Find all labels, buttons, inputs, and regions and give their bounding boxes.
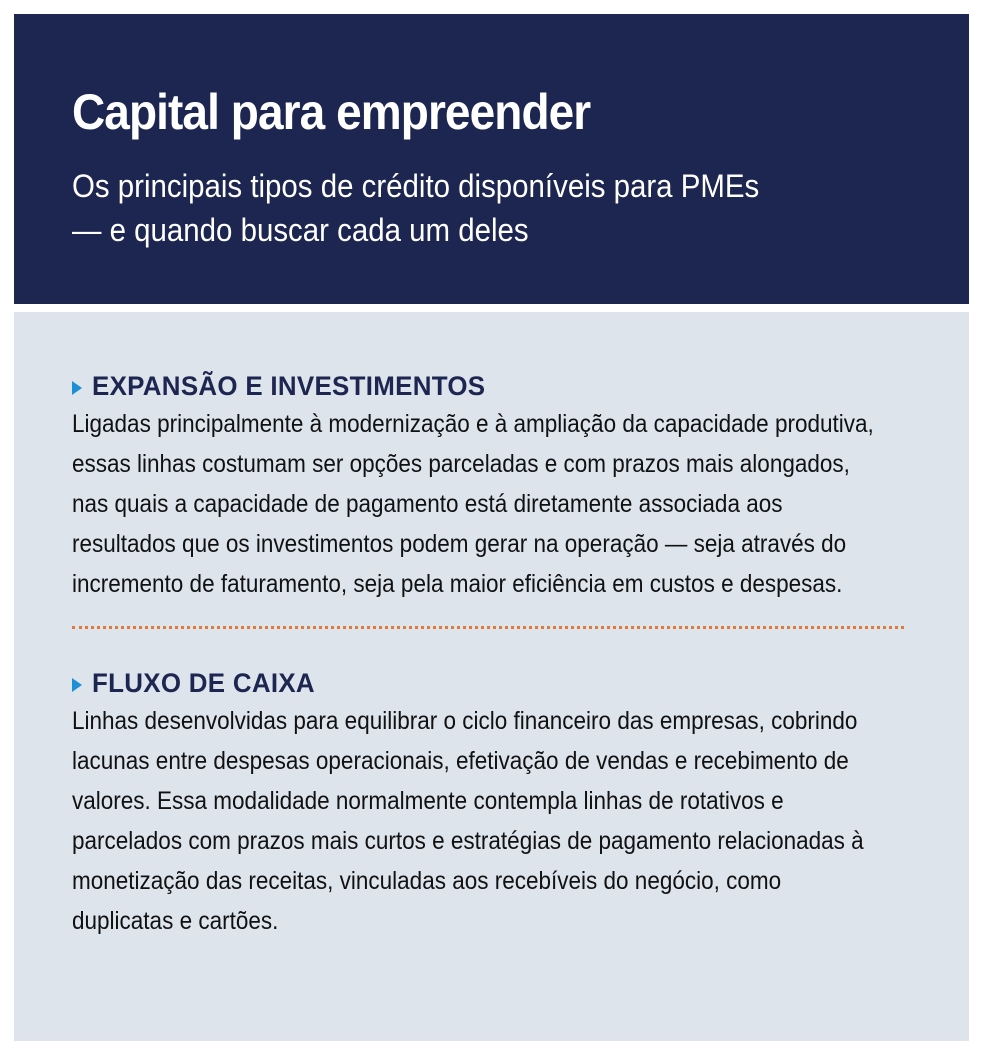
header-banner	[14, 14, 969, 304]
triangle-right-icon	[72, 678, 82, 692]
section-heading-text: EXPANSÃO E INVESTIMENTOS	[92, 370, 486, 401]
dotted-divider	[72, 626, 904, 629]
triangle-right-icon	[72, 381, 82, 395]
page-title: Capital para empreender	[72, 84, 591, 140]
section-cash-flow	[72, 665, 911, 941]
page-subtitle: Os principais tipos de crédito disponíveis para PMEs — e quando buscar cada um deles	[72, 168, 760, 248]
content-panel	[14, 312, 969, 1041]
section-heading	[72, 368, 911, 404]
section-expansion	[72, 368, 911, 604]
section-heading-text: FLUXO DE CAIXA	[92, 667, 315, 698]
section-heading	[72, 665, 911, 701]
section-body-text: Linhas desenvolvidas para equilibrar o ciclo financeiro das empresas, cobrindo lacunas entre despesas operacionais, efetivação de vendas e recebimento de valores. Essa modalidade normalmente contempla linhas de rotativos e parcelados com prazos mais curtos e estratégias de pagamento relacionadas à monetização das receitas, vinculadas aos recebíveis do negócio, como duplicatas e cartões.	[72, 707, 864, 935]
section-body-text: Ligadas principalmente à modernização e à ampliação da capacidade produtiva, essas linhas costumam ser opções parceladas e com prazos mais alongados, nas quais a capacidade de pagamento está diretamente associada aos resultados que os investimentos podem gerar na operação — seja através do incremento de faturamento, seja pela maior eficiência em custos e despesas.	[72, 410, 874, 598]
